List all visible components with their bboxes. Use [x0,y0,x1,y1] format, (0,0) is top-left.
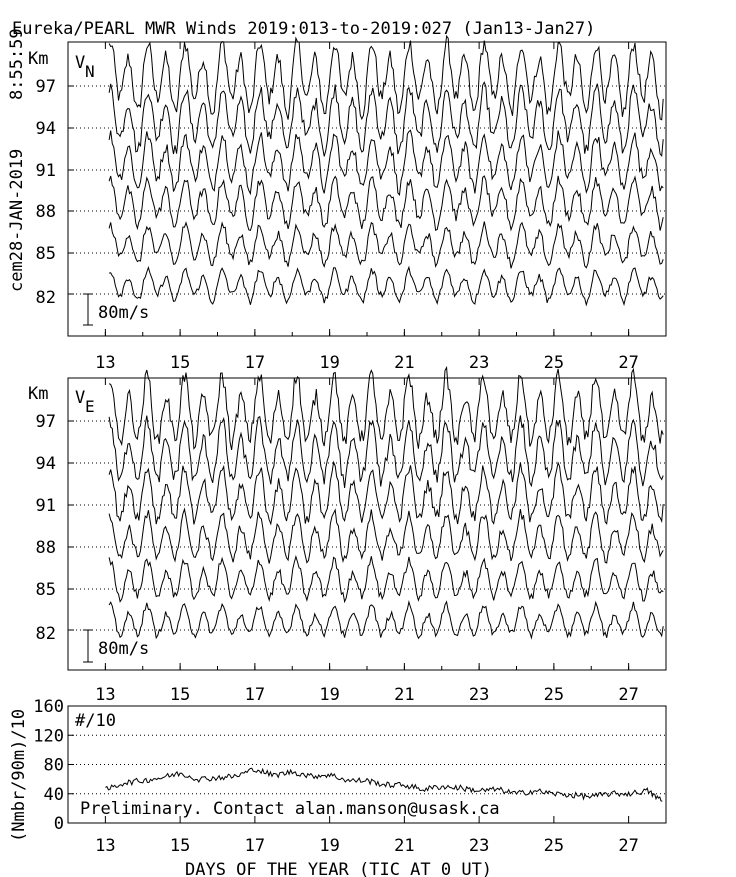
x-tick-label: 21 [394,353,415,373]
vn-unit-label: Km [28,49,49,69]
wind-trace-vn-85 [109,222,663,269]
vn-scale-label: 80m/s [98,303,150,323]
x-tick-label: 13 [95,353,116,373]
x-tick-label: 13 [95,685,116,705]
altitude-tick-label: 85 [35,244,56,264]
ve-unit-label: Km [28,384,49,404]
altitude-tick-label: 91 [35,496,56,516]
x-tick-label: 19 [319,685,340,705]
wind-trace-ve-85 [109,556,663,601]
x-tick-label: 21 [394,836,415,856]
vn-component-label: V [75,53,86,73]
ve-scale-label: 80m/s [98,639,150,659]
tick-labels [33,77,639,856]
count-series-line [105,768,662,801]
altitude-tick-label: 97 [35,412,56,432]
x-tick-label: 27 [618,685,639,705]
count-tick-label: 80 [43,755,64,776]
altitude-tick-label: 82 [35,288,56,308]
count-trace [105,768,662,801]
wind-trace-vn-97 [109,36,663,120]
x-tick-label: 17 [244,836,266,856]
side-label: cem28-JAN-2019 [7,148,27,292]
x-tick-label: 27 [618,353,639,373]
altitude-tick-label: 88 [35,202,56,222]
x-tick-label: 21 [394,685,415,705]
x-tick-label: 17 [244,353,266,373]
x-tick-label: 19 [319,353,340,373]
altitude-tick-label: 82 [35,624,56,644]
ve-panel-frame [68,378,666,670]
ve-component-label: V [75,388,86,408]
count-tick-label: 0 [53,814,64,834]
chart-title: Eureka/PEARL MWR Winds 2019:013-to-2019:027 (Jan13-Jan27) [12,19,596,39]
wind-trace-vn-91 [109,130,663,195]
x-tick-label: 15 [169,353,191,373]
x-tick-label: 15 [169,685,191,705]
ve-scale-bar [83,630,93,662]
wind-trace-vn-88 [109,176,663,231]
x-tick-label: 23 [468,836,490,856]
ve-component-sub: E [85,397,95,416]
x-tick-label: 25 [543,685,565,705]
x-tick-label: 23 [468,353,490,373]
count-tick-label: 160 [33,697,64,717]
wind-trace-ve-82 [109,602,663,639]
x-tick-label: 23 [468,685,490,705]
count-tick-label: 120 [33,726,64,747]
x-tick-label: 25 [543,353,565,373]
count-divisor-label: #/10 [75,711,116,731]
altitude-tick-label: 94 [35,119,56,139]
altitude-tick-label: 97 [35,77,56,97]
x-tick-label: 17 [244,685,266,705]
altitude-tick-label: 91 [35,161,56,181]
vn-component-sub: N [85,62,95,81]
x-tick-label: 19 [319,836,340,856]
altitude-tick-label: 94 [35,454,56,474]
count-note: Preliminary. Contact alan.manson@usask.ca [80,799,500,819]
wind-trace-ve-88 [109,509,663,563]
altitude-tick-label: 85 [35,580,56,600]
count-ylabel: (Nmbr/90m)/10 [9,708,29,842]
vn-scale-bar [83,294,93,325]
altitude-tick-label: 88 [35,538,56,558]
wind-trace-vn-82 [109,267,663,304]
side-time: 8:55:59 [7,28,27,100]
wind-trace-ve-91 [109,462,663,524]
x-tick-label: 25 [543,836,565,856]
x-tick-label: 15 [169,836,191,856]
count-tick-label: 40 [43,784,64,805]
x-tick-label: 13 [95,836,116,856]
x-tick-label: 27 [618,836,639,856]
wind-traces [109,36,663,638]
x-axis-label: DAYS OF THE YEAR (TIC AT 0 UT) [185,860,493,877]
wind-trace-ve-97 [109,368,663,450]
